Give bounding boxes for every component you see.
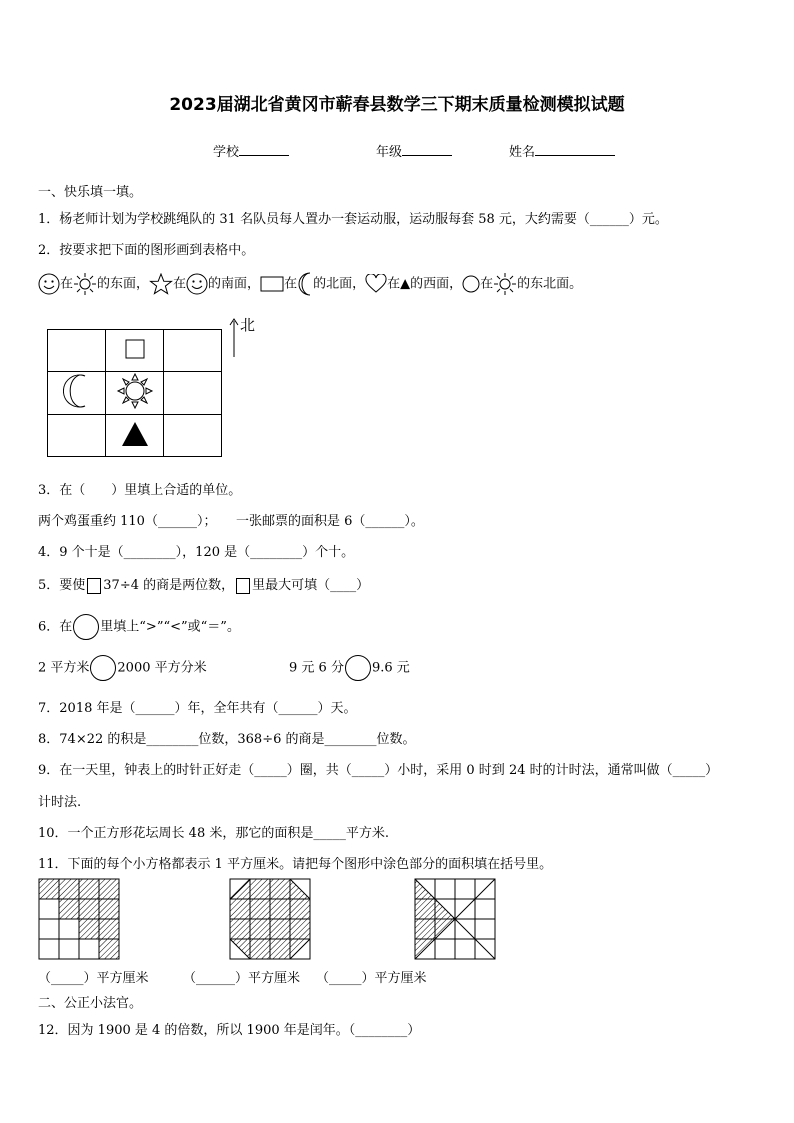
sun-icon (73, 272, 97, 296)
question-3: 3．在（ ）里填上合适的单位。 (38, 483, 242, 498)
sun-icon (116, 372, 154, 410)
heart-icon (365, 274, 387, 294)
question-7: 7．2018 年是（______）年，全年共有（______）天。 (38, 701, 357, 716)
north-arrow-icon (229, 317, 239, 357)
name-label: 姓名 (509, 145, 536, 160)
question-8: 8．74×22 的积是________位数，368÷6 的商是________位数。 (38, 732, 416, 747)
smiley-icon (186, 273, 208, 295)
question-6: 6．在 里填上“>”“<”或“＝”。 (38, 614, 240, 641)
crescent-moon-icon (63, 374, 91, 408)
question-9-continued: 计时法. (38, 795, 82, 810)
crescent-moon-icon (297, 272, 313, 296)
grade-field[interactable] (376, 141, 452, 160)
question-1: 1．杨老师计划为学校跳绳队的 31 名队员每人置办一套运动服，运动服每套 58 元，大约需要（______）元。 (38, 212, 668, 227)
question-4: 4．9 个十是（________），120 是（________）个十。 (38, 545, 355, 560)
shaded-figure-2 (229, 878, 311, 960)
question-10: 10．一个正方形花坛周长 48 米，那它的面积是_____平方米. (38, 826, 389, 841)
shaded-figure-1 (38, 878, 120, 960)
grid-cell[interactable] (164, 415, 222, 457)
circle-icon (462, 275, 480, 293)
shaded-figure-3 (414, 878, 496, 960)
question-9: 9．在一天里，钟表上的时针正好走（_____）圈，共（_____）小时，采用 0 时到 24 时的计时法，通常叫做（_____） (38, 763, 719, 778)
compare-circle[interactable] (73, 614, 99, 640)
school-field[interactable] (213, 141, 289, 160)
grid-cell[interactable] (48, 372, 106, 415)
name-field[interactable] (509, 141, 615, 160)
question-11: 11．下面的每个小方格都表示 1 平方厘米。请把每个图形中涂色部分的面积填在括号里。 (38, 857, 553, 872)
digit-box[interactable] (236, 578, 250, 594)
compare-circle[interactable] (345, 655, 371, 681)
school-label: 学校 (213, 145, 240, 160)
section-2-heading: 二、公正小法官。 (38, 996, 143, 1011)
digit-box[interactable] (87, 578, 101, 594)
grade-label: 年级 (376, 145, 403, 160)
grid-cell[interactable] (106, 330, 164, 372)
sun-icon (493, 272, 517, 296)
direction-grid (47, 329, 222, 457)
question-2-conditions: 在 的东面， 在 的南面， 在 的北面， 在▲的西面， 在 的东北面。 (38, 272, 582, 296)
grid-cell[interactable] (164, 372, 222, 415)
question-5: 5．要使 37÷4 的商是两位数， 里最大可填（____） (38, 578, 370, 593)
page-title: 2023届湖北省黄冈市蕲春县数学三下期末质量检测模拟试题 (169, 95, 625, 115)
rectangle-icon (260, 276, 284, 292)
question-2: 2．按要求把下面的图形画到表格中。 (38, 243, 255, 258)
figure-2-answer[interactable]: （______）平方厘米 (183, 971, 301, 986)
section-1-heading: 一、快乐填一填。 (38, 185, 143, 200)
square-icon (125, 339, 145, 359)
figure-1-answer[interactable]: （_____）平方厘米 (38, 971, 149, 986)
question-6-left: 2 平方米 2000 平方分米 (38, 655, 207, 682)
grid-cell[interactable] (106, 415, 164, 457)
grid-cell[interactable] (164, 330, 222, 372)
triangle-icon (121, 421, 149, 447)
smiley-icon (38, 273, 60, 295)
question-6-right: 9 元 6 分 9.6 元 (289, 655, 410, 682)
star-icon (149, 273, 173, 295)
compare-circle[interactable] (90, 655, 116, 681)
grid-cell[interactable] (106, 372, 164, 415)
north-label: 北 (240, 316, 256, 334)
question-12: 12．因为 1900 是 4 的倍数，所以 1900 年是闰年。（________） (38, 1023, 421, 1038)
figure-3-answer[interactable]: （_____）平方厘米 (316, 971, 427, 986)
grid-cell[interactable] (48, 415, 106, 457)
grid-cell[interactable] (48, 330, 106, 372)
question-3-line: 两个鸡蛋重约 110（______）； 一张邮票的面积是 6（______）。 (38, 514, 424, 529)
